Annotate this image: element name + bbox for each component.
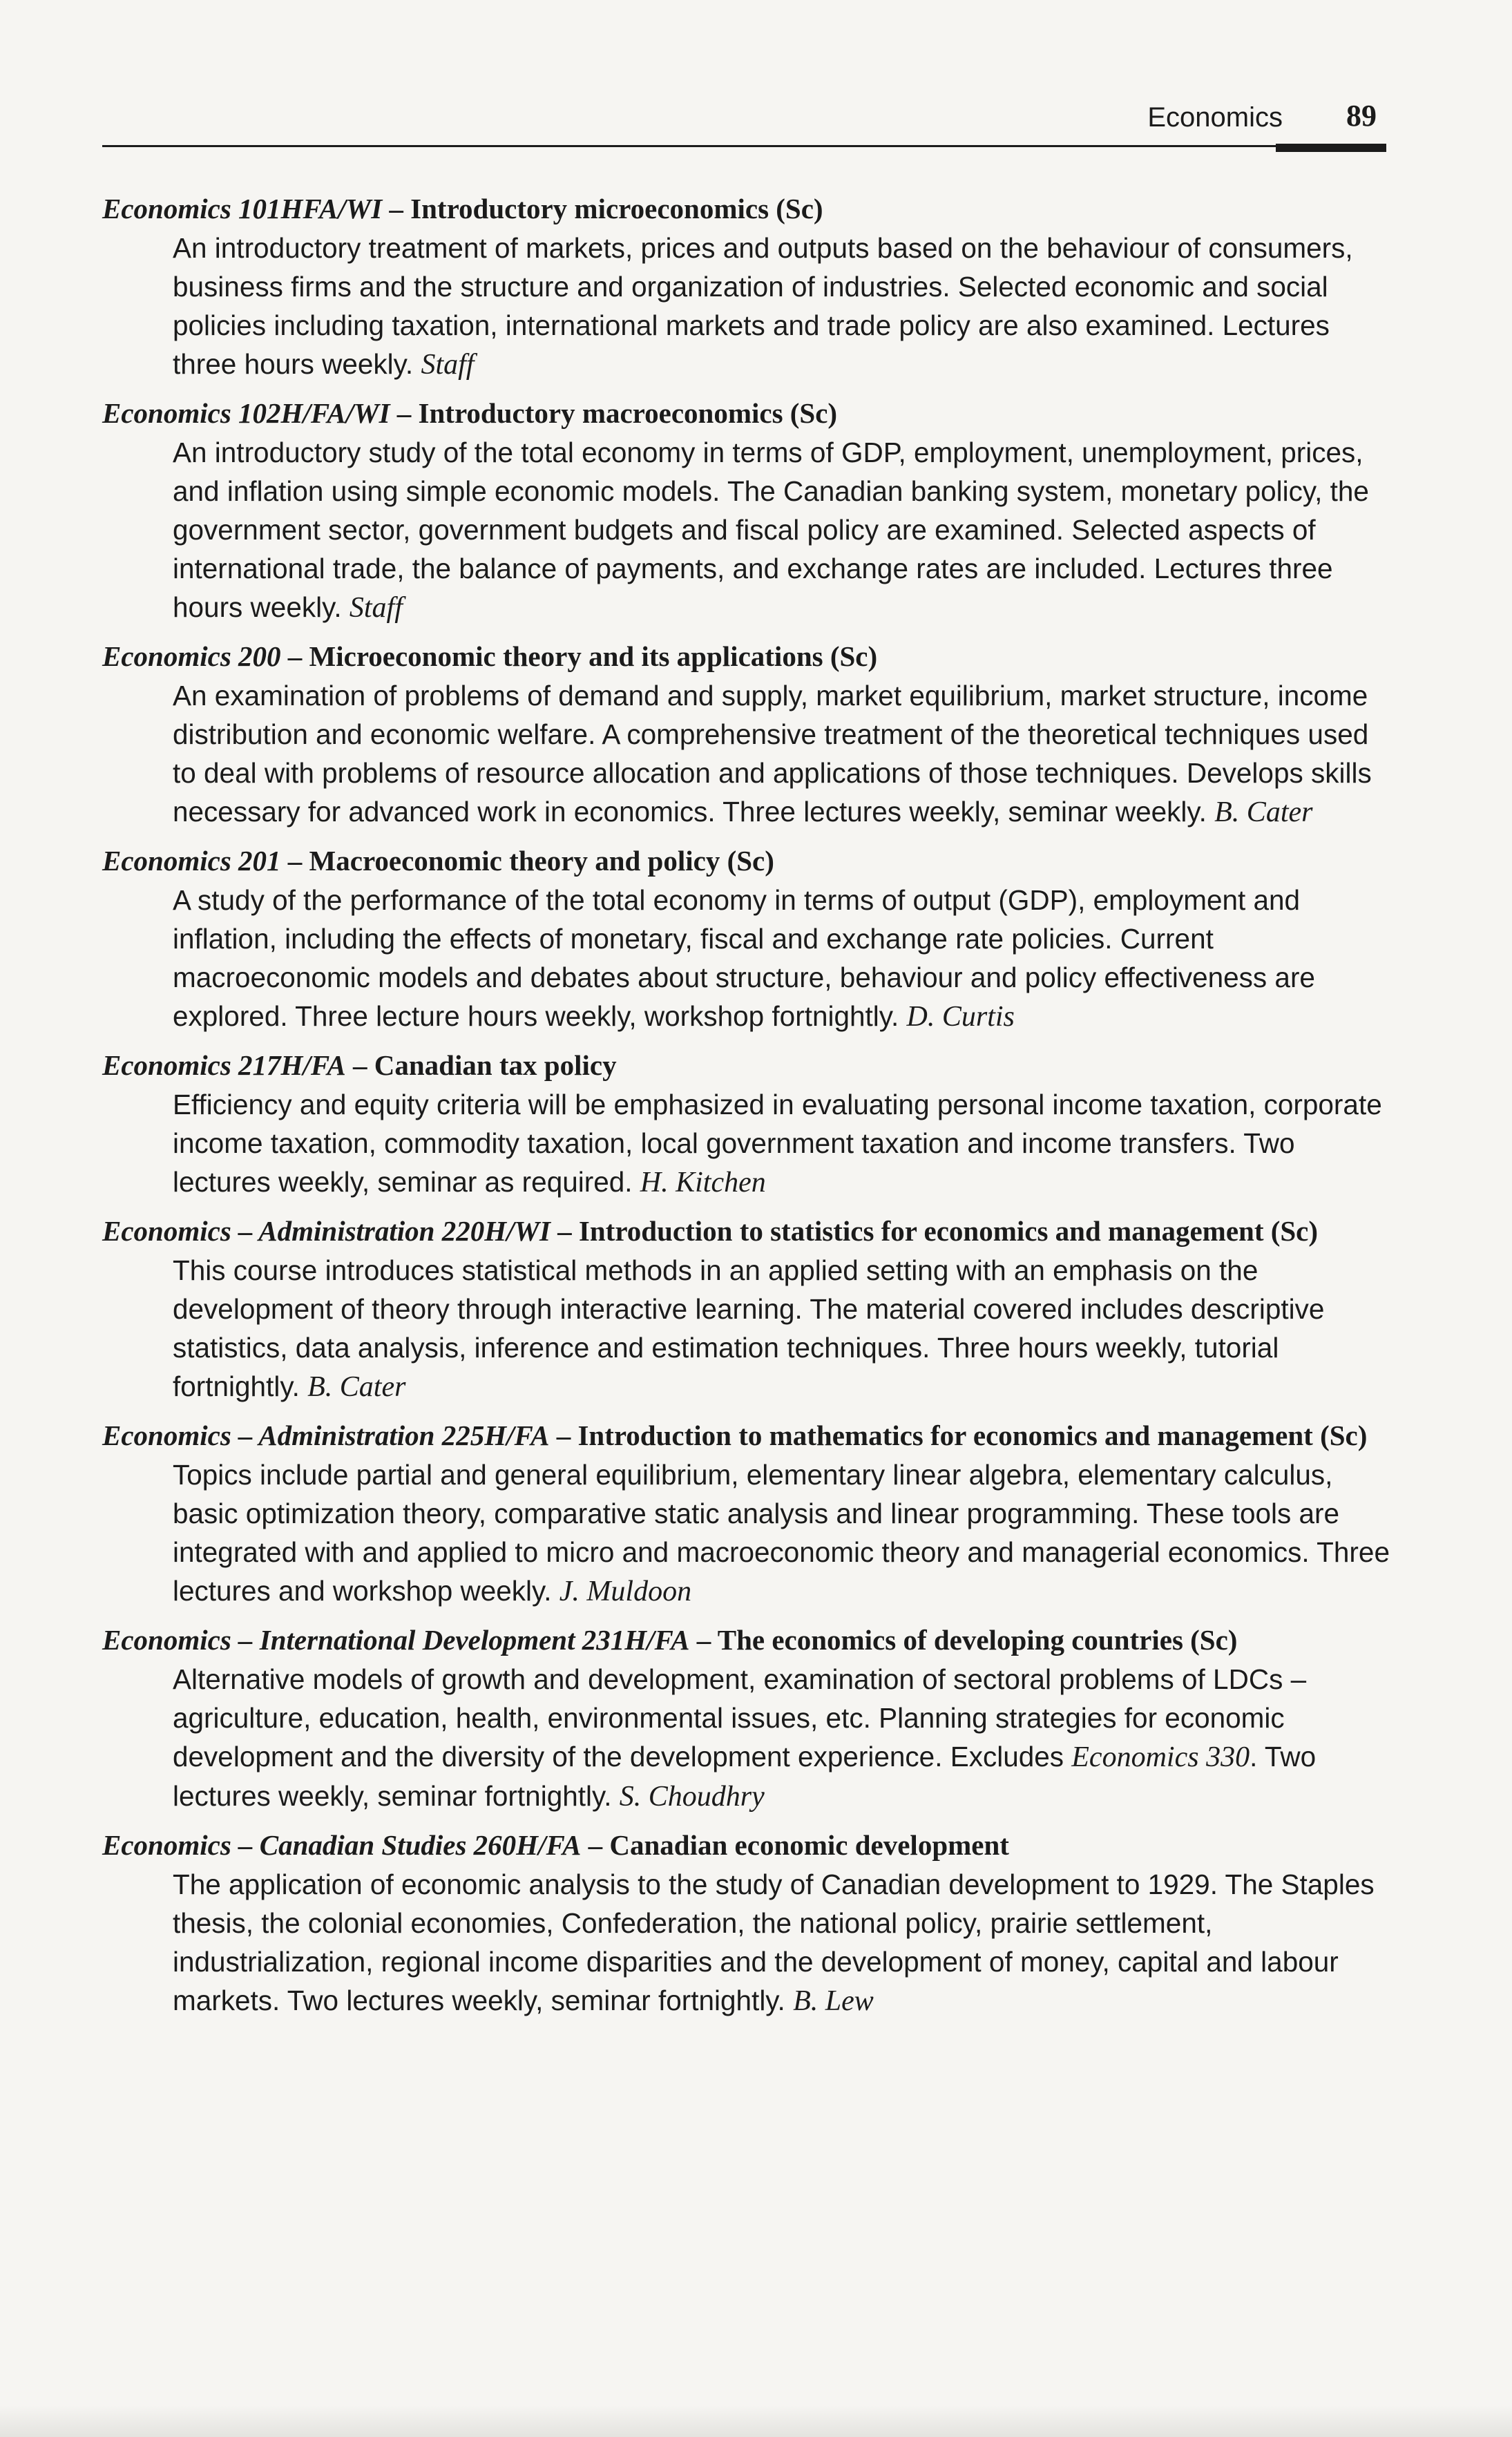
running-head-section: Economics (1147, 102, 1283, 133)
course-instructor: S. Choudhry (619, 1781, 765, 1813)
course-description-text: An examination of problems of demand and supply, market equilibrium, market structure, income distribution and economic welfare. A comprehensive treatment of the theoretical techniques used to deal with problems of resource allocation and applications of those techniques. Develops skills necessary for advanced work in economics. Three lectures weekly, seminar weekly. (173, 680, 1372, 828)
course-instructor: J. Muldoon (559, 1576, 692, 1607)
course-heading: Economics 201 – Macroeconomic theory and policy (Sc) (102, 845, 774, 877)
course-description-text: An introductory study of the total economy in terms of GDP, employment, unemployment, prices, and inflation using simple economic models. The Canadian banking system, monetary policy, the government sector, government budgets and fiscal policy are examined. Selected aspects of international trade, the balance of payments, and exchange rates are included. Lectures three hours weekly. (173, 437, 1369, 623)
course-code: Economics – Canadian Studies 260H/FA (102, 1829, 582, 1861)
course-heading: Economics 102H/FA/WI – Introductory macroeconomics (Sc) (102, 397, 838, 429)
course-instructor: B. Cater (307, 1371, 406, 1403)
course-code: Economics 102H/FA/WI (102, 397, 390, 429)
course-title: Introductory microeconomics (Sc) (410, 193, 823, 224)
course-description (173, 1085, 1390, 1202)
course-list (102, 189, 1390, 2030)
running-head (102, 97, 1386, 145)
course-entry (102, 1046, 1390, 1202)
course-description (173, 433, 1390, 627)
course-entry (102, 1212, 1390, 1406)
course-heading: Economics 217H/FA – Canadian tax policy (102, 1049, 617, 1081)
course-instructor: Staff (349, 592, 403, 624)
course-description (173, 229, 1390, 384)
course-description (173, 1455, 1390, 1611)
course-code: Economics 201 (102, 845, 281, 877)
course-description (173, 1251, 1390, 1406)
course-code: Economics 217H/FA (102, 1049, 346, 1081)
course-description-text: Efficiency and equity criteria will be emphasized in evaluating personal income taxation, corporate income taxation, commodity taxation, local government taxation and income transfers. Two lectures weekly, seminar as required. (173, 1089, 1382, 1198)
course-crossref: Economics 330 (1071, 1741, 1250, 1773)
course-description (173, 1865, 1390, 2020)
course-title: Canadian tax policy (374, 1049, 617, 1081)
page-number: 89 (1346, 99, 1377, 133)
course-title: Introductory macroeconomics (Sc) (418, 397, 838, 429)
course-entry (102, 394, 1390, 627)
course-heading: Economics 200 – Microeconomic theory and its applications (Sc) (102, 640, 878, 672)
course-description (173, 676, 1390, 832)
course-description-text: A study of the performance of the total economy in terms of output (GDP), employment and inflation, including the effects of monetary, fiscal and exchange rate policies. Current macroeconomic models and debates about structure, behaviour and policy effectiveness are explored. Three lecture hours weekly, workshop fortnightly. (173, 884, 1315, 1032)
course-instructor: H. Kitchen (640, 1167, 766, 1198)
header-rule-accent (1276, 144, 1386, 152)
course-title: Introduction to mathematics for economics and management (Sc) (577, 1420, 1368, 1451)
scan-bottom-edge (0, 2405, 1512, 2437)
course-entry (102, 637, 1390, 832)
course-heading: Economics – Canadian Studies 260H/FA – Canadian economic development (102, 1829, 1009, 1861)
course-instructor: Staff (421, 349, 475, 381)
course-instructor: B. Lew (793, 1985, 874, 2017)
course-title: Macroeconomic theory and policy (Sc) (309, 845, 774, 877)
course-entry (102, 1416, 1390, 1611)
course-description-text: Alternative models of growth and development, examination of sectoral problems of LDCs – agriculture, education, health, environmental issues, etc. Planning strategies for economic development and the diversity of the development experience. Excludes (173, 1663, 1307, 1772)
course-title: Canadian economic development (609, 1829, 1009, 1861)
course-heading: Economics 101HFA/WI – Introductory microeconomics (Sc) (102, 193, 823, 224)
course-code: Economics – Administration 220H/WI (102, 1215, 551, 1247)
course-description-text: . Two lectures weekly, seminar fortnightly. (173, 1741, 1317, 1812)
course-description-text: An introductory treatment of markets, prices and outputs based on the behaviour of consumers, business firms and the structure and organization of industries. Selected economic and social policies including taxation, international markets and trade policy are also examined. Lectures three hours weekly. (173, 232, 1353, 380)
course-heading: Economics – Administration 225H/FA – Introduction to mathematics for economics and management (Sc) (102, 1420, 1368, 1451)
course-entry (102, 1621, 1390, 1816)
course-code: Economics 101HFA/WI (102, 193, 383, 224)
course-title: Microeconomic theory and its applications (Sc) (309, 640, 878, 672)
course-description-text: Topics include partial and general equilibrium, elementary linear algebra, elementary calculus, basic optimization theory, comparative static analysis and linear programming. These tools are integrated with and applied to micro and macroeconomic theory and managerial economics. Three lectures and workshop weekly. (173, 1459, 1390, 1607)
course-entry (102, 1826, 1390, 2020)
course-description (173, 1660, 1390, 1816)
course-heading: Economics – Administration 220H/WI – Introduction to statistics for economics and management (Sc) (102, 1215, 1319, 1247)
course-entry (102, 841, 1390, 1036)
course-instructor: D. Curtis (906, 1001, 1015, 1033)
course-heading: Economics – International Development 231H/FA – The economics of developing countries (Sc) (102, 1624, 1238, 1656)
course-description-text: The application of economic analysis to the study of Canadian development to 1929. The Staples thesis, the colonial economies, Confederation, the national policy, prairie settlement, industrialization, regional income disparities and the development of money, capital and labour markets. Two lectures weekly, seminar fortnightly. (173, 1869, 1375, 2016)
course-description-text: This course introduces statistical methods in an applied setting with an emphasis on the development of theory through interactive learning. The material covered includes descriptive statistics, data analysis, inference and estimation techniques. Three hours weekly, tutorial fortnightly. (173, 1254, 1325, 1402)
course-code: Economics – Administration 225H/FA (102, 1420, 550, 1451)
header-rule (102, 145, 1386, 147)
course-entry (102, 189, 1390, 384)
course-instructor: B. Cater (1214, 796, 1313, 828)
course-code: Economics 200 (102, 640, 281, 672)
course-title: The economics of developing countries (Sc) (717, 1624, 1238, 1656)
course-title: Introduction to statistics for economics and management (Sc) (578, 1215, 1319, 1247)
course-code: Economics – International Development 231H/FA (102, 1624, 690, 1656)
course-description (173, 881, 1390, 1036)
